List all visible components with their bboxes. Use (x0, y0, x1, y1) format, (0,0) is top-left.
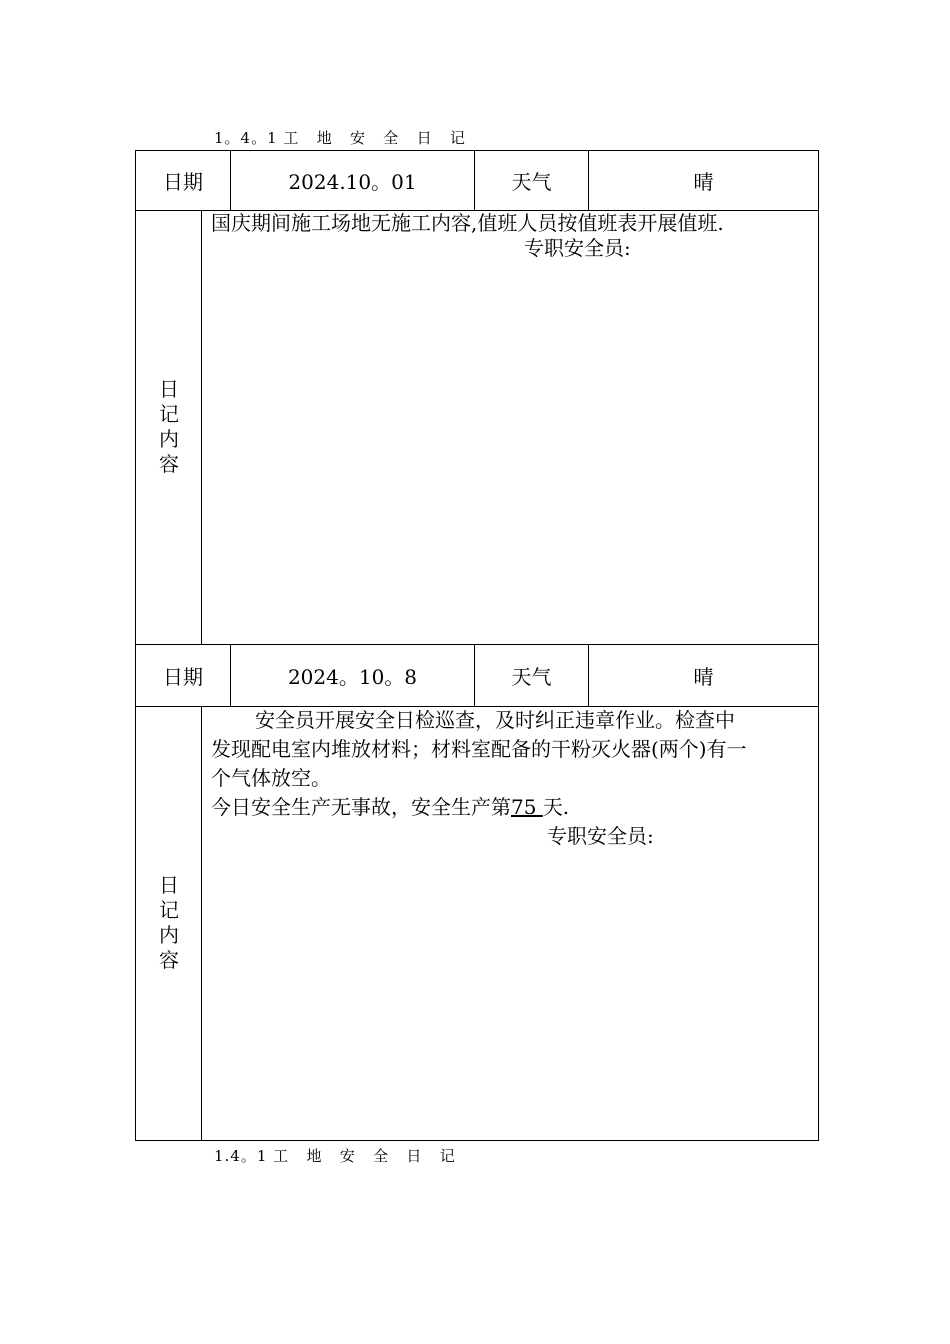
content-label-char: 日 (159, 873, 179, 897)
content-line: 安全员开展安全日检巡查，及时纠正违章作业。检查中 (255, 708, 735, 732)
weather-value: 晴 (693, 665, 714, 689)
content-line: 发现配电室内堆放材料；材料室配备的干粉灭火器(两个)有一 (211, 737, 747, 761)
diary-content (211, 706, 815, 822)
date-value: 2024。10。8 (287, 665, 418, 689)
date-label: 日期 (163, 665, 203, 689)
content-label-char: 记 (159, 402, 179, 426)
content-line: 个气体放空。 (211, 766, 331, 790)
content-label-char: 容 (159, 452, 179, 476)
page-caption-top: 1。4。1 工 地 安 全 日 记 (214, 129, 466, 147)
content-label (136, 873, 202, 973)
content-label-char: 内 (159, 923, 179, 947)
date-label: 日期 (163, 170, 203, 194)
table-border-bottom (135, 1140, 819, 1141)
page-caption-bottom: 1.4。1 工 地 安 全 日 记 (214, 1147, 456, 1165)
safety-days-line (211, 793, 815, 822)
signature-label: 专职安全员: (524, 236, 631, 260)
weather-label: 天气 (511, 665, 552, 689)
content-label-char: 记 (159, 898, 179, 922)
content-label (136, 377, 202, 477)
weather-value: 晴 (693, 170, 714, 194)
content-label-char: 内 (159, 427, 179, 451)
content-line: 国庆期间施工场地无施工内容,值班人员按值班表开展值班. (211, 211, 724, 235)
content-label-char: 容 (159, 948, 179, 972)
safety-days-prefix: 今日安全生产无事故，安全生产第 (211, 795, 511, 819)
date-value: 2024.10。01 (288, 170, 417, 194)
weather-label: 天气 (511, 170, 552, 194)
content-label-char: 日 (159, 377, 179, 401)
signature-label: 专职安全员: (547, 824, 654, 848)
safety-days-suffix: 天. (542, 795, 570, 819)
table-border-right (818, 150, 819, 1141)
safety-days-value: 75 (511, 795, 537, 819)
diary-content (211, 211, 724, 236)
